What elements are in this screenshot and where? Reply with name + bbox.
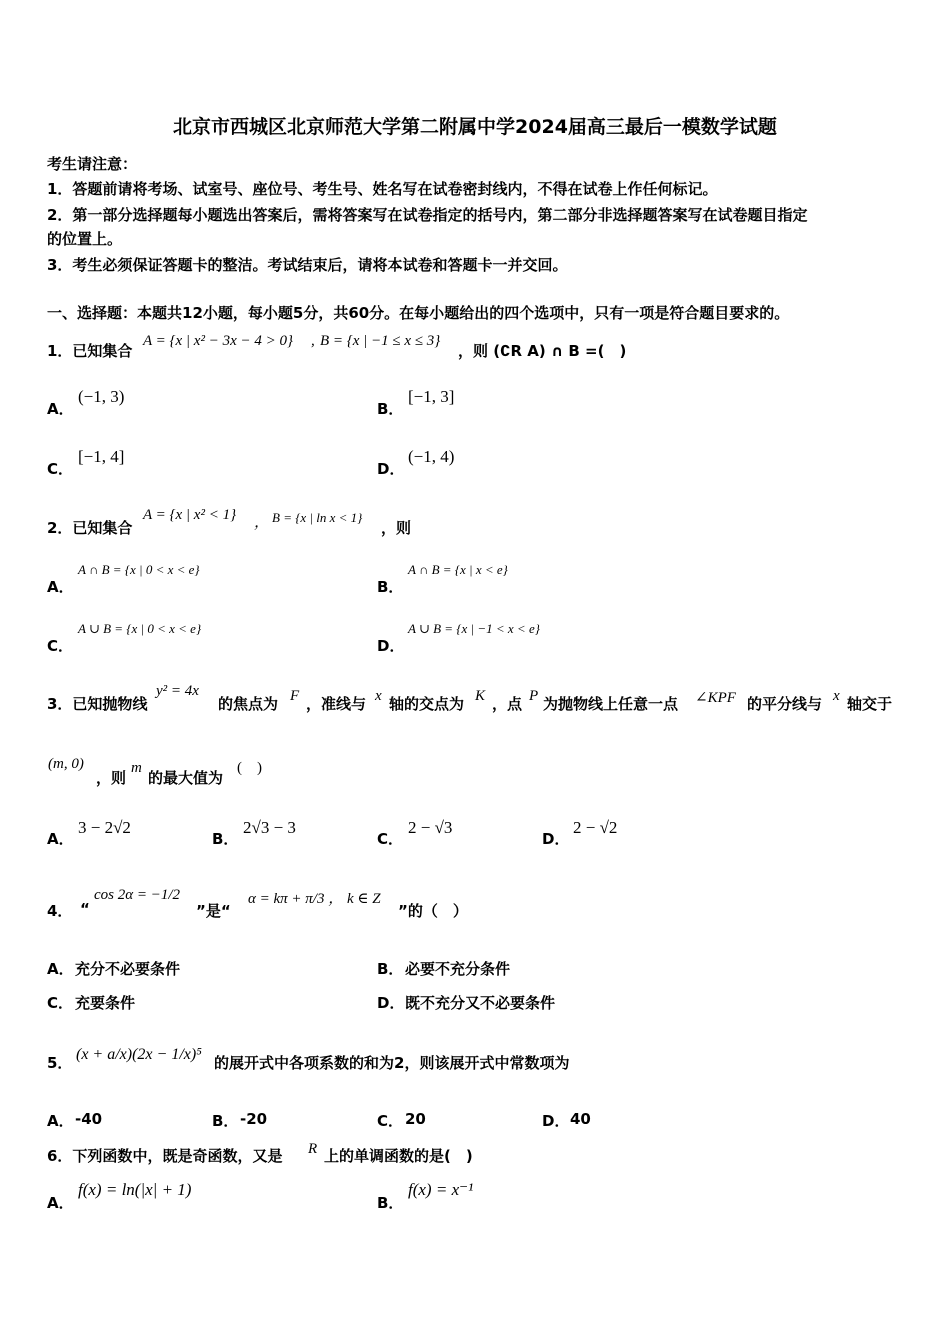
option-expr: A ∪ B = {x | −1 < x < e} [408, 621, 540, 636]
q3-math: x [375, 688, 382, 704]
q4-stem-text: ”的（ ） [398, 902, 468, 920]
option-label: B． [212, 1112, 239, 1130]
option-text: -40 [75, 1110, 103, 1128]
q2-stem-prefix: 2．已知集合 [47, 519, 133, 537]
q3-stem-text: 轴的交点为 [389, 695, 465, 713]
option-label: D． [542, 1112, 570, 1130]
q3-stem-text: ，点 [492, 695, 523, 713]
q1-stem-prefix: 1．已知集合 [47, 342, 133, 360]
q6-math: R [308, 1141, 318, 1157]
page-title: 北京市西城区北京师范大学第二附属中学2024届高三最后一模数学试题 [173, 116, 777, 138]
option-expr: f(x) = ln(|x| + 1) [78, 1180, 192, 1199]
q4-stem-text: ”是“ [196, 902, 231, 920]
q2-set-a: A = {x | x² < 1} [143, 507, 237, 523]
option-label: A． [47, 1112, 74, 1130]
q5-number: 5． [47, 1054, 73, 1072]
q5-expr: (x + a/x)(2x − 1/x)⁵ [76, 1046, 202, 1063]
option-expr: (−1, 4) [408, 447, 455, 466]
option-label: C． [377, 830, 404, 848]
option-text: -20 [240, 1110, 268, 1128]
option-label: A． [47, 1194, 74, 1212]
option-label: A． [47, 578, 74, 596]
q4-number: 4． [47, 902, 73, 920]
q1-set-a: A = {x | x² − 3x − 4 > 0} [143, 333, 293, 349]
q3-stem-text: 的焦点为 [218, 695, 279, 713]
option-label: A． [47, 960, 74, 978]
option-expr: f(x) = x⁻¹ [408, 1180, 474, 1199]
option-label: B． [377, 1194, 404, 1212]
q3-stem-text: ，则 [96, 769, 127, 787]
q5-stem-text: 的展开式中各项系数的和为2，则该展开式中常数项为 [214, 1054, 570, 1072]
option-label: C． [47, 460, 74, 478]
q1-set-b: B = {x | −1 ≤ x ≤ 3} [320, 333, 441, 349]
q3-math: (m, 0) [48, 756, 84, 772]
q3-stem-text: 轴交于 [847, 695, 893, 713]
option-label: D． [542, 830, 570, 848]
notice-item: 3．考生必须保证答题卡的整洁。考试结束后，请将本试卷和答题卡一并交回。 [47, 256, 568, 274]
notice-item: 1．答题前请将考场、试室号、座位号、考生号、姓名写在试卷密封线内，不得在试卷上作任何标记。 [47, 180, 718, 198]
option-text: 20 [405, 1110, 426, 1128]
option-label: B． [212, 830, 239, 848]
option-text: 充分不必要条件 [75, 960, 181, 978]
q3-math: K [475, 688, 486, 704]
q3-math: P [529, 688, 539, 704]
option-expr: (−1, 3) [78, 387, 125, 406]
q4-math: α = kπ + π/3 ， k ∈ Z [248, 891, 381, 907]
q3-math: ∠KPF [695, 690, 736, 706]
q6-stem-text: 6．下列函数中，既是奇函数，又是 [47, 1147, 283, 1165]
q3-stem-text: 的平分线与 [747, 695, 823, 713]
q3-math: y² = 4x [156, 683, 199, 699]
option-expr: 2 − √2 [573, 818, 618, 837]
q4-stem-text: “ [80, 900, 90, 918]
q1-stem-suffix: ，则 (∁R A) ∩ B =( ) [458, 342, 627, 360]
option-label: D． [377, 994, 405, 1012]
option-label: B． [377, 400, 404, 418]
option-label: C． [377, 1112, 404, 1130]
q3-stem-text: 的最大值为 [148, 769, 224, 787]
option-expr: A ∩ B = {x | x < e} [408, 562, 508, 577]
q3-math: x [833, 688, 840, 704]
option-expr: [−1, 3] [408, 387, 455, 406]
q3-stem-text: 3．已知抛物线 [47, 695, 148, 713]
option-expr: 2√3 − 3 [243, 818, 296, 837]
notice-item: 2．第一部分选择题每小题选出答案后，需将答案写在试卷指定的括号内，第二部分非选择题答案写在试卷题目指定 [47, 206, 808, 224]
q3-stem-text: 为抛物线上任意一点 [543, 695, 679, 713]
q4-math: cos 2α = −1/2 [94, 887, 181, 903]
option-expr: A ∩ B = {x | 0 < x < e} [78, 562, 200, 577]
option-text: 40 [570, 1110, 591, 1128]
option-label: B． [377, 578, 404, 596]
option-label: C． [47, 637, 74, 655]
q3-stem-text: ，准线与 [306, 695, 367, 713]
section-heading: 一、选择题：本题共12小题，每小题5分，共60分。在每小题给出的四个选项中，只有一项是符合题目要求的。 [47, 304, 790, 322]
q3-math: F [290, 688, 300, 704]
option-label: C． [47, 994, 74, 1012]
option-label: A． [47, 400, 74, 418]
option-label: B． [377, 960, 404, 978]
option-expr: 3 − 2√2 [78, 818, 131, 837]
option-expr: 2 − √3 [408, 818, 453, 837]
option-text: 既不充分又不必要条件 [405, 994, 556, 1012]
q2-sep: ， [254, 515, 270, 531]
q3-math: m [131, 760, 142, 776]
q3-bracket: ( ) [237, 760, 262, 776]
option-label: A． [47, 830, 74, 848]
option-text: 必要不充分条件 [405, 960, 511, 978]
option-expr: A ∪ B = {x | 0 < x < e} [78, 621, 202, 636]
q6-stem-text: 上的单调函数的是( ) [324, 1147, 473, 1165]
option-text: 充要条件 [75, 994, 136, 1012]
q2-set-b: B = {x | ln x < 1} [272, 510, 363, 525]
q1-sep: , [311, 333, 315, 349]
option-label: D． [377, 637, 405, 655]
option-expr: [−1, 4] [78, 447, 125, 466]
notice-item: 的位置上。 [47, 230, 123, 248]
q2-stem-suffix: ，则 [381, 519, 412, 537]
notice-heading: 考生请注意： [47, 155, 138, 173]
option-label: D． [377, 460, 405, 478]
